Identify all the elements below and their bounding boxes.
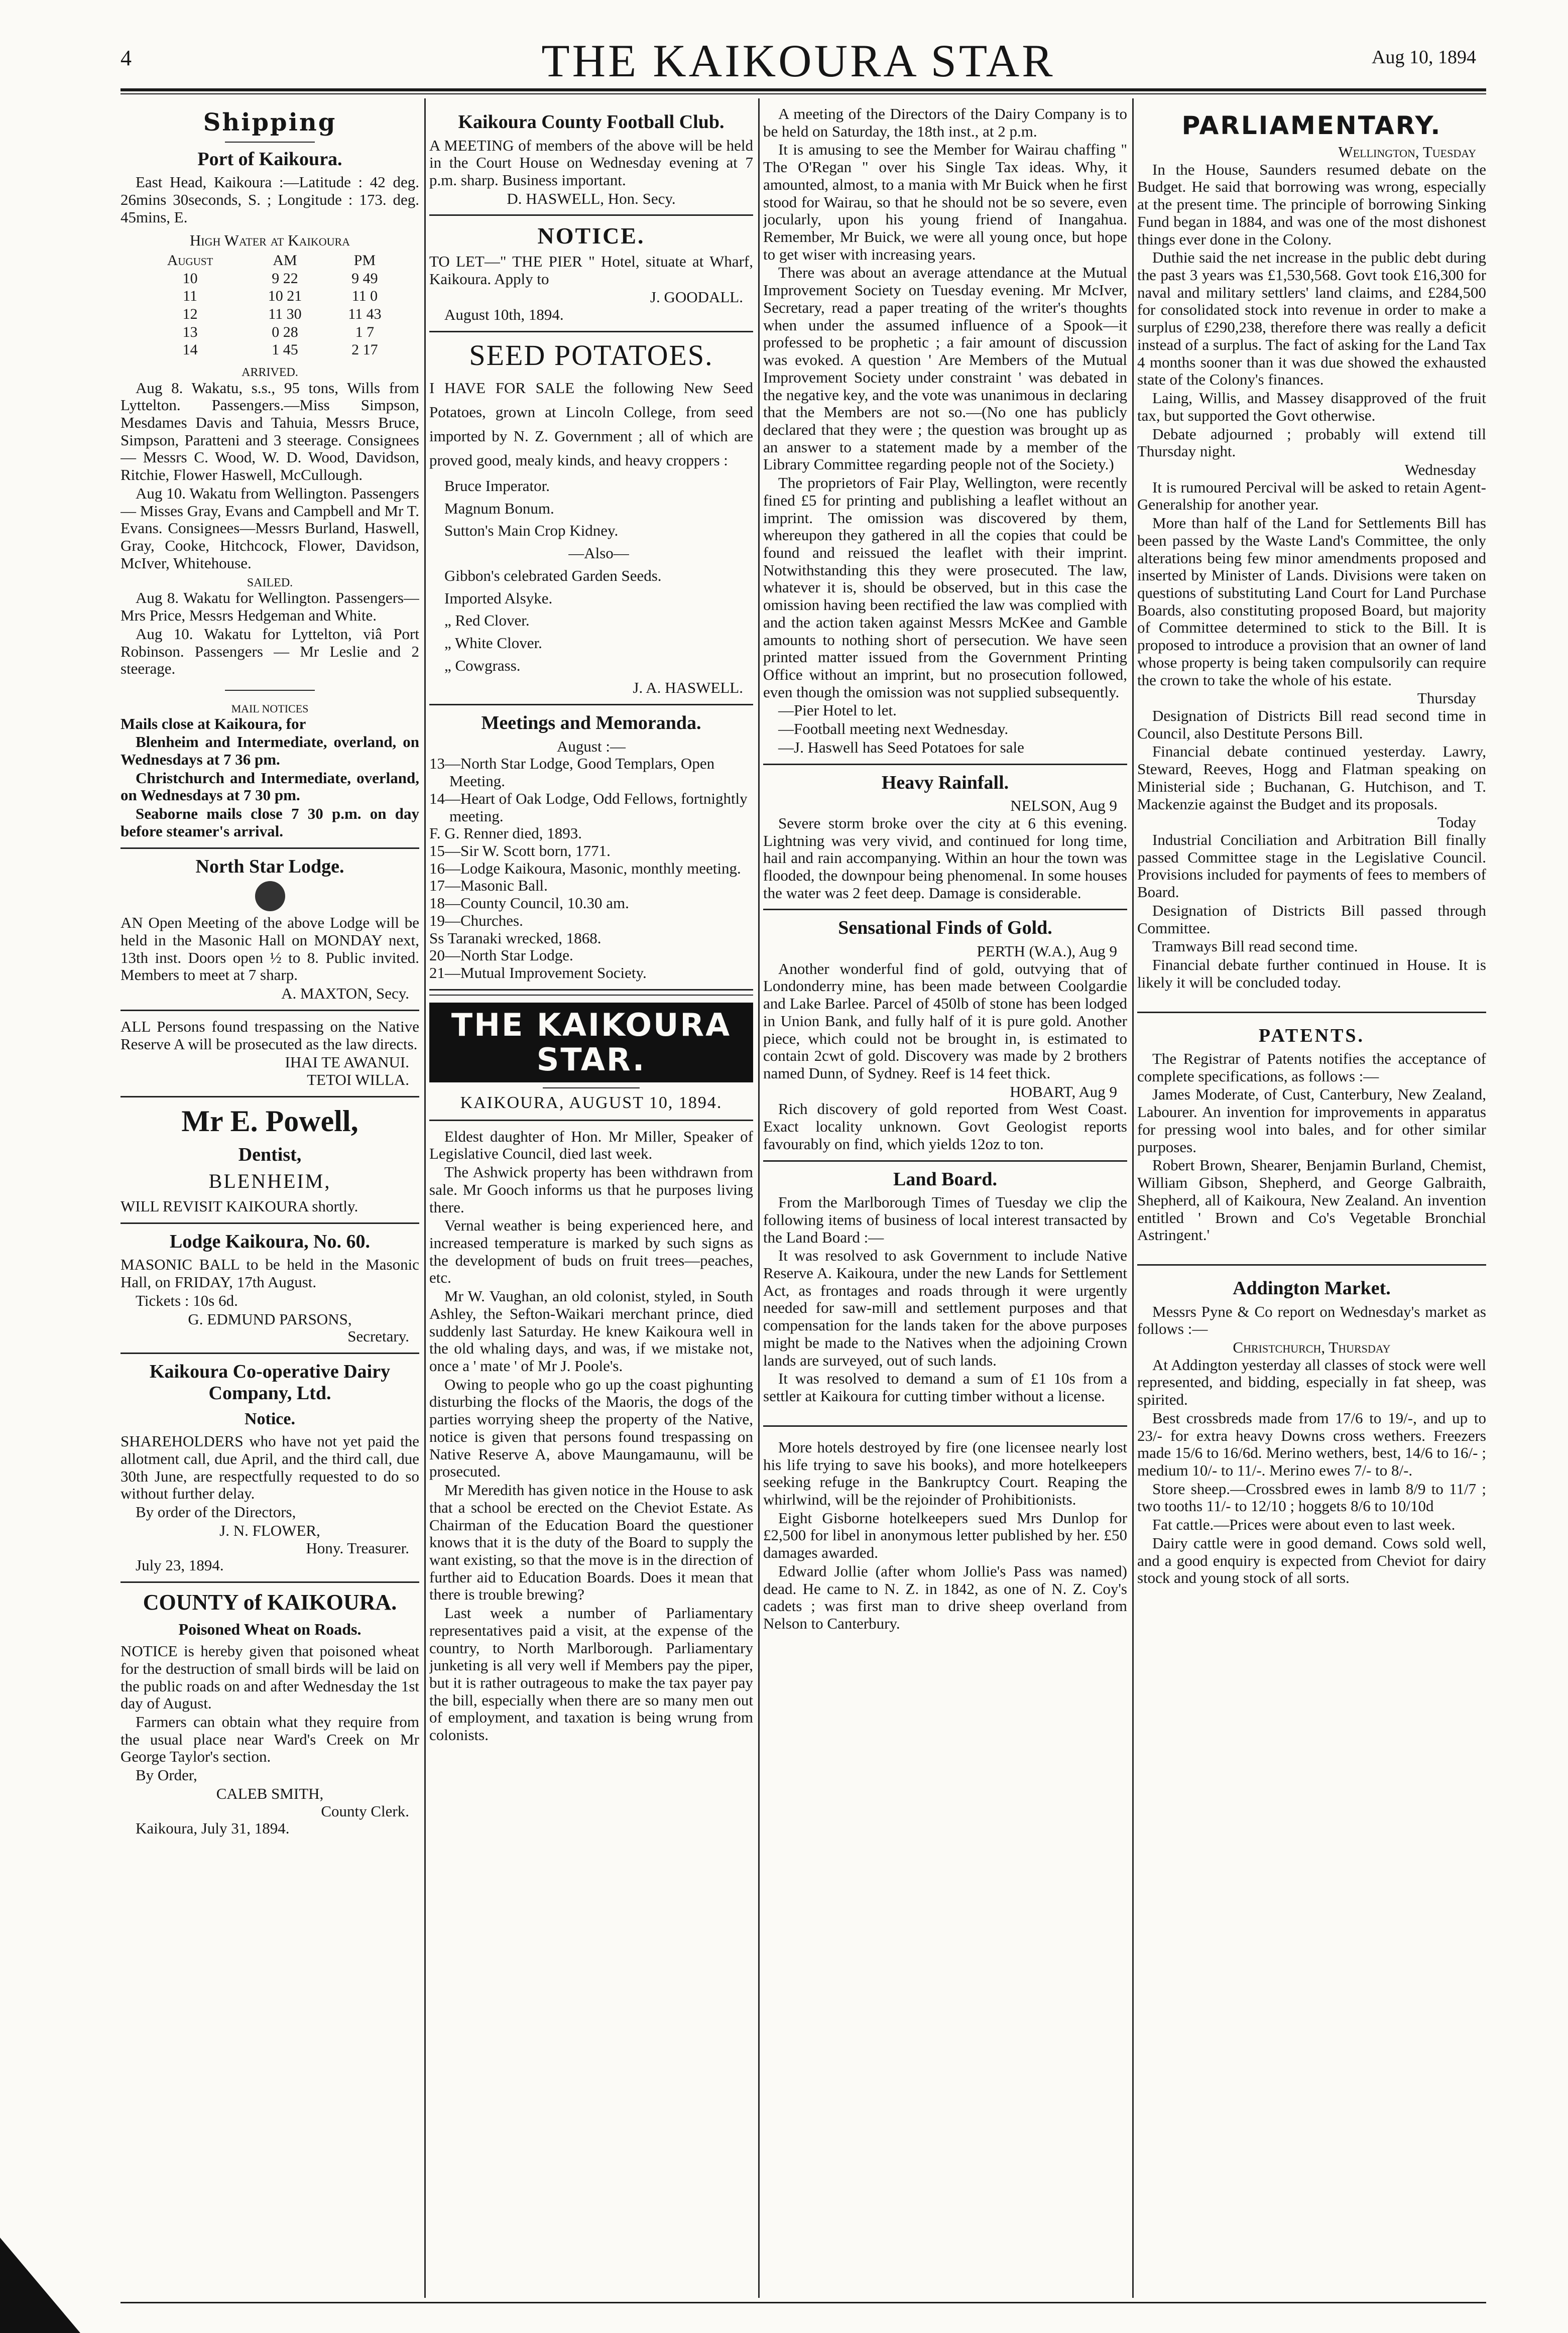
parliamentary-para: It is rumoured Percival will be asked to retain Agent-Generalship for another year. (1137, 478, 1486, 514)
parliamentary-para: Duthie said the net increase in the public debt during the past 3 years was £1,530,568. Govt took £16,300 for naval and military settlers' land claims, and £284,500 for consolidated stock into revenue in order to make a surplus of £290,238, therefore there was really a deficit instead of a surplus. The fact of asking for the Land Tax 4 months sooner than it was due showed the exhausted state of the Colony's finances. (1137, 249, 1486, 389)
arrived-entry: Aug 8. Wakatu, s.s., 95 tons, Wills from Lyttelton. Passengers.—Miss Simpson, Mesdames Davis and Tahuia, Messrs Bruce, Simpson, Paratteni and 3 steerage. Consignees — Messrs C. Wood, W. D. Wood, Davidson, Ritchie, Flower Haswell, McCullough. (120, 379, 419, 484)
land-board-heading: Land Board. (893, 1168, 997, 1190)
tide-header-cell: August (167, 252, 213, 269)
dairy-notice: SHAREHOLDERS who have not yet paid the allotment call, due April, and the third call, due 30th June, are respectfully requested to do so without further delay. (120, 1432, 419, 1503)
notice-date: August 10th, 1894. (444, 306, 564, 324)
addington-para: Best crossbreds made from 17/6 to 19/-, and up to 23/- for extra heavy Downs cross wethers. Freezers made 15/6 to 16/6d. Merino wethers, best, 14/6 to 16/- ; medium 10/- to 11/-. Merino ewes 7/- to 8/-. (1137, 1409, 1486, 1479)
shipping-heading: Shipping (203, 108, 337, 137)
mail-notice: Christchurch and Intermediate, overland, on Wednesdays at 7 30 pm. (120, 769, 419, 804)
poison-date: Kaikoura, July 31, 1894. (136, 1819, 290, 1837)
parliamentary-day: Today (1437, 813, 1476, 831)
dairy-order: By order of the Directors, (136, 1503, 296, 1521)
county-heading: COUNTY of KAIKOURA. (143, 1589, 397, 1615)
news-para: There was about an average attendance at the Mutual Improvement Society on Tuesday evening. Mr McIver, Secretary, read a paper treating of the writer's thoughts when under the assumed influence of a Spook—it professed to be prophetic ; a fair amount of discussion was evoked. A question ' Are Members of the Mutual Improvement Society under constraint ' was debated in the negative key, and the vote was unanimous in declaring that the Members are not so.—(No one has publicly declared that they were ; the question was brought up as an answer to a statement made by a member of the Library Committee regarding people not of the Society.) (763, 264, 1127, 473)
patents-heading: PATENTS. (1258, 1025, 1365, 1046)
editorial-dateline: KAIKOURA, AUGUST 10, 1894. (460, 1093, 722, 1112)
seed-heading: SEED POTATOES. (469, 338, 713, 372)
memoranda-item: 17—Masonic Ball. (429, 877, 548, 895)
tide-row (136, 323, 405, 341)
poison-order: By Order, (136, 1766, 197, 1784)
tide-row (136, 305, 405, 323)
tide-cell: 0 28 (272, 323, 298, 340)
poison-signature: CALEB SMITH, (216, 1784, 324, 1802)
editorial-para: Owing to people who go up the coast pighunting disturbing the flocks of the Maoris, the dogs of the parties worrying sheep the property of the Native, notice is given that persons found trespassing on Native Reserve A, above Maungamaunu, will be prosecuted. (429, 1375, 753, 1481)
addington-para: Fat cattle.—Prices were about even to last week. (1152, 1516, 1456, 1534)
tide-header-cell: PM (353, 252, 376, 269)
news-para: It is amusing to see the Member for Wairau chaffing " The O'Regan " over his Single Tax ideas. Why, it amounted, almost, to a mania with Mr Buick when he first stood for Wairau, so that he should not be so severe, even jocularly, upon his young friend of Inangahua. Remember, Mr Buick, we were all young once, but hope to get wiser with increasing years. (763, 141, 1127, 263)
dairy-date: July 23, 1894. (136, 1556, 224, 1574)
issue-date: Aug 10, 1894 (1372, 47, 1476, 68)
poison-notice: NOTICE is hereby given that poisoned wheat for the destruction of small birds will be laid on the public roads on and after Wednesday the 1st day of August. (120, 1642, 419, 1712)
editorial-banner: THE KAIKOURA STAR. (429, 1003, 753, 1082)
parliamentary-para: Designation of Districts Bill read second time in Council, also Destitute Persons Bill. (1137, 707, 1486, 742)
gold-text-2: Rich discovery of gold reported from West Coast. Exact locality unknown. Govt Geologist reports favourably on find, which yields 12oz to ton. (763, 1100, 1127, 1153)
rainfall-text: Severe storm broke over the city at 6 this evening. Lightning was very vivid, and continued for long time, hail and rain accompanying. Within an hour the town was flooded, the downpour being phenomenal. In some houses the water was 2 feet deep. Damage is considerable. (763, 814, 1127, 902)
addington-dateline: Christchurch, Thursday (1233, 1338, 1391, 1356)
patents-para: The Registrar of Patents notifies the acceptance of complete specifications, as follows :— (1137, 1050, 1486, 1085)
mail-notice: Mails close at Kaikoura, for (120, 714, 306, 732)
tide-cell: 10 (182, 270, 198, 287)
seed-item: Magnum Bonum. (444, 499, 554, 517)
addington-para: At Addington yesterday all classes of stock were well represented, and bidding, especially in fat sheep, was spirited. (1137, 1356, 1486, 1409)
memoranda-item: 20—North Star Lodge. (429, 946, 573, 964)
editorial-para: Last week a number of Parliamentary representatives paid a visit, at the expense of the country, to North Marlborough. Parliamentary junketing is all very well if Members pay the piper, but it is rather outrageous to make the tax payer pay the bill, especially when there are so many men out of employment, and taxation is being wrung from colonists. (429, 1604, 753, 1744)
dentist-notice: WILL REVISIT KAIKOURA shortly. (120, 1197, 358, 1215)
seed-item: „ Cowgrass. (444, 656, 521, 674)
port-position: East Head, Kaikoura :—Latitude : 42 deg. 26mins 30seconds, S. ; Longitude : 173. deg. 45mins, E. (120, 173, 419, 226)
news-para: More hotels destroyed by fire (one licensee nearly lost his life trying to save his books), and more hotelkeepers seeking refuge in the Bankruptcy Court. Reaping the whirlwind, will be the rejoinder of Prohibitionists. (763, 1438, 1127, 1508)
seed-signature: J. A. HASWELL. (633, 679, 743, 697)
patents-para: James Moderate, of Cust, Canterbury, New Zealand, Labourer. An invention for improvements in apparatus for pressing wool into bales, and for other similar purposes. (1137, 1085, 1486, 1156)
lodge-signature: A. MAXTON, Secy. (281, 985, 409, 1003)
seed-item: Bruce Imperator. (444, 476, 550, 495)
tide-cell: 2 17 (351, 341, 378, 358)
tide-cell: 1 45 (272, 341, 298, 358)
mail-heading: MAIL NOTICES (231, 702, 309, 715)
gold-heading: Sensational Finds of Gold. (838, 917, 1052, 939)
football-signature: D. HASWELL, Hon. Secy. (507, 189, 676, 207)
divider (763, 1425, 1127, 1427)
column-rule-3 (1132, 98, 1134, 2298)
gold-dateline-2: HOBART, Aug 9 (1010, 1082, 1117, 1100)
football-notice: A MEETING of members of the above will be held in the Court House on Wednesday evening at 7 p.m. sharp. Business important. (429, 136, 753, 189)
editorial-para: The Ashwick property has been withdrawn from sale. Mr Gooch informs us that he purposes living there. (429, 1163, 753, 1216)
divider (763, 1160, 1127, 1162)
tide-cell: 10 21 (268, 288, 302, 305)
tide-row (136, 287, 405, 305)
memoranda-item: F. G. Renner died, 1893. (429, 824, 582, 842)
addington-para: Store sheep.—Crossbred ewes in lamb 8/9 to 11/7 ; two tooths 11/- to 12/10 ; hoggets 8/6 to 10/10d (1137, 1480, 1486, 1515)
tide-header-row (136, 252, 405, 270)
page-number: 4 (120, 46, 132, 70)
divider (225, 690, 315, 691)
masthead (120, 30, 1476, 95)
memoranda-item: Ss Taranaki wrecked, 1868. (429, 929, 601, 947)
memoranda-item: 21—Mutual Improvement Society. (429, 964, 647, 982)
divider (1137, 1012, 1486, 1013)
land-board-para: From the Marlborough Times of Tuesday we clip the following items of business of local interest transacted by the Land Board :— (763, 1193, 1127, 1246)
divider (120, 1096, 419, 1097)
editorial-para: Mr W. Vaughan, an old colonist, styled, in South Ashley, the Sefton-Waikari merchant prince, died suddenly last Saturday. He knew Kaikoura well in the old whaling days, and was, if we mistake not, once a ' mate ' of Mr J. Poole's. (429, 1287, 753, 1375)
masthead-rule (120, 88, 1486, 91)
gold-text: Another wonderful find of gold, outvying that of Londonderry mine, has been made between Coolgardie and Lake Barlee. Parcel of 450lb of stone has been lodged in Union Bank, and fully half of it is pure gold. Another piece, which could not be brought in, is estimated to contain 2cwt of gold. Discovery was made by 2 brothers named Dunn, of Sydney. Reef is 14 feet thick. (763, 959, 1127, 1082)
rainfall-heading: Heavy Rainfall. (881, 772, 1009, 793)
bottom-rule (120, 2302, 1486, 2303)
seed-item: Gibbon's celebrated Garden Seeds. (444, 566, 662, 584)
masthead-rule-thin (120, 93, 1486, 94)
news-para: Edward Jollie (after whom Jollie's Pass was named) dead. He came to N. Z. in 1842, as one of N. Z. Coy's cadets ; was first man to drive sheep overland from Nelson to Canterbury. (763, 1562, 1127, 1632)
news-brief: —J. Haswell has Seed Potatoes for sale (778, 738, 1024, 756)
memoranda-item: 14—Heart of Oak Lodge, Odd Fellows, fortnightly meeting. (429, 789, 748, 825)
divider (429, 331, 753, 332)
poison-notice: Farmers can obtain what they require from the usual place near Ward's Creek on Mr George Taylor's section. (120, 1712, 419, 1766)
memoranda-heading: Meetings and Memoranda. (481, 712, 701, 734)
tide-row (136, 270, 405, 288)
addington-heading: Addington Market. (1233, 1277, 1391, 1299)
news-brief: —Pier Hotel to let. (778, 701, 897, 719)
seed-list (429, 477, 753, 674)
lodge-heading: North Star Lodge. (195, 855, 344, 877)
land-board-para: It was resolved to ask Government to include Native Reserve A. Kaikoura, under the new Lands for Settlement Act, as frontages and roads through it were urgently needed for saw-mill and settlement purposes and that compensation for the lands taken for the above purposes might be made to the Natives when the adjoining Crown lands are surveyed, out of such lands. (763, 1247, 1127, 1369)
divider (225, 142, 315, 143)
parliamentary-para: In the House, Saunders resumed debate on the Budget. He said that borrowing was wrong, especially at the present time. The principle of borrowing Sinking Fund began in 1884, and was one of the most dishonest things ever done in the Colony. (1137, 160, 1486, 248)
divider (120, 1222, 419, 1224)
column-3 (763, 105, 1127, 2298)
column-4 (1137, 105, 1486, 2298)
news-para: A meeting of the Directors of the Dairy Company is to be held on Saturday, the 18th inst., at 2 p.m. (763, 105, 1127, 140)
divider (120, 847, 419, 849)
memoranda-list (429, 755, 753, 981)
seed-item: „ Red Clover. (444, 611, 530, 630)
tide-cell: 11 (183, 288, 197, 305)
news-brief: —Football meeting next Wednesday. (778, 720, 1009, 738)
memoranda-month: August :— (557, 737, 626, 755)
seed-item: „ White Clover. (444, 634, 542, 652)
parliamentary-para: Designation of Districts Bill passed through Committee. (1137, 901, 1486, 937)
column-rule-1 (424, 98, 426, 2298)
editorial-para: Eldest daughter of Hon. Mr Miller, Speaker of Legislative Council, died last week. (429, 1127, 753, 1163)
parliamentary-para: Financial debate continued yesterday. Lawry, Steward, Reeves, Hogg and Flatman speaking on Ministerial side ; Buchanan, G. Hutchison, and T. Mackenzie against the Budget and its proposals. (1137, 743, 1486, 813)
seed-also: —Also— (568, 544, 629, 562)
divider (120, 1010, 419, 1011)
editorial-para: Vernal weather is being experienced here, and increased temperature is marked by such signs as the development of buds on fruit trees—peaches, etc. (429, 1216, 753, 1287)
gold-dateline: PERTH (W.A.), Aug 9 (977, 942, 1117, 960)
divider (120, 1581, 419, 1583)
news-para: The proprietors of Fair Play, Wellington, were recently fined £5 for printing and publishing a leaflet without an imprint. The omission was discovered by them, whereupon they gathered in all the copies that could be found and reissued the leaflet with their imprint. Notwithstanding this they were prosecuted. The law, whatever it is, should be observed, but in this case the omission having been rectified the law was complied with and the action taken against Messrs McKee and Gamble amounts to nothing short of persecution. We have seen printed matter issued from the Government Printing Office without an imprint, but no prosecution followed, even though the omission was not supplied subsequently. (763, 474, 1127, 701)
tide-cell: 12 (182, 305, 198, 322)
sailed-heading: SAILED. (247, 576, 293, 589)
divider (1137, 1264, 1486, 1266)
football-heading: Kaikoura County Football Club. (458, 111, 725, 133)
lodge-notice: AN Open Meeting of the above Lodge will be held in the Masonic Hall on MONDAY next, 13th inst. Doors open ½ to 8. Public invited. Members to meet at 7 sharp. (120, 914, 419, 984)
double-divider (429, 989, 753, 996)
sailed-entry: Aug 10. Wakatu for Lyttelton, viâ Port Robinson. Passengers — Mr Leslie and 2 steerage. (120, 625, 419, 678)
trespass-notice: ALL Persons found trespassing on the Native Reserve A will be prosecuted as the law directs. (120, 1017, 419, 1053)
divider (120, 1353, 419, 1354)
divider (763, 909, 1127, 910)
parliamentary-para: Tramways Bill read second time. (1152, 937, 1358, 955)
tide-cell: 1 7 (355, 323, 375, 340)
dairy-heading: Kaikoura Co-operative Dairy Company, Ltd. (149, 1361, 391, 1404)
mail-notice: Blenheim and Intermediate, overland, on Wednesdays at 7 36 pm. (120, 733, 419, 769)
poison-heading: Poisoned Wheat on Roads. (178, 1620, 361, 1639)
divider (429, 704, 753, 705)
masonic-signature-title: Secretary. (347, 1327, 409, 1345)
seed-item: Sutton's Main Crop Kidney. (444, 522, 619, 540)
column-2 (429, 105, 753, 2298)
divider (543, 1087, 640, 1088)
tide-cell: 11 43 (348, 305, 382, 322)
parliamentary-para: More than half of the Land for Settlements Bill has been passed by the Waste Land's Committee, the only alterations being few minor amendments proposed and inserted by Minister of Lands. Divisions were taken on questions of substituting Land Court for Land Purchase Boards, also constituting proposed Board, but majority of Committee determined to stick to the Bill. It is proposed to introduce a provision that an owner of land whose property is being taken compulsorily can require the crown to take the whole of his estate. (1137, 514, 1486, 689)
addington-para: Dairy cattle were in good demand. Cows sold well, and a good enquiry is expected from Cheviot for dairy stock and young stock of all sorts. (1137, 1534, 1486, 1587)
memoranda-item: 16—Lodge Kaikoura, Masonic, monthly meeting. (429, 859, 741, 877)
divider (429, 1120, 753, 1121)
arrived-heading: ARRIVED. (242, 365, 298, 379)
editorial-para: Mr Meredith has given notice in the House to ask that a school be erected on the Cheviot Estate. As Chairman of the Education Board the questioner knows that it is the duty of the Board to supply the want existing, so that the move is in the direction of further aid to Education Boards. Does it mean that there is trouble brewing? (429, 1481, 753, 1604)
tide-cell: 11 30 (268, 305, 302, 322)
parliamentary-heading: PARLIAMENTARY. (1181, 111, 1442, 140)
seed-notice: I HAVE FOR SALE the following New Seed Potatoes, grown at Lincoln College, from seed imported by N. Z. Government ; all of which are proved good, mealy kinds, and heavy croppers : (429, 379, 753, 469)
patents-para: Robert Brown, Shearer, Benjamin Burland, Chemist, William Gibson, Shepherd, and George Galbraith, Shepherd, all of Kaikoura, New Zealand. An invention entitled ' Brown and Co's Vegetable Bronchial Astringent.' (1137, 1156, 1486, 1244)
poison-signature-title: County Clerk. (321, 1802, 409, 1820)
divider (763, 764, 1127, 765)
sailed-entry: Aug 8. Wakatu for Wellington. Passengers—Mrs Price, Messrs Hedgeman and White. (120, 589, 419, 625)
dentist-name: Mr E. Powell, (181, 1104, 358, 1138)
column-rule-2 (758, 98, 760, 2298)
masonic-tickets: Tickets : 10s 6d. (136, 1291, 238, 1309)
memoranda-item: 19—Churches. (429, 911, 523, 929)
tide-title: High Water at Kaikoura (189, 231, 350, 250)
news-para: Eight Gisborne hotelkeepers sued Mrs Dunlop for £2,500 for libel in anonymous letter published by her. £50 damages awarded. (763, 1509, 1127, 1562)
tide-cell: 9 49 (351, 270, 378, 287)
memoranda-item: 18—County Council, 10.30 am. (429, 894, 629, 912)
addington-para: Messrs Pyne & Co report on Wednesday's market as follows :— (1137, 1302, 1486, 1338)
column-1 (120, 105, 419, 2298)
dentist-town: BLENHEIM, (208, 1170, 331, 1193)
parliamentary-para: Financial debate further continued in House. It is likely it will be concluded today. (1137, 956, 1486, 991)
notice-heading: NOTICE. (537, 223, 645, 249)
lodge-emblem-icon (255, 881, 285, 911)
arrived-entry: Aug 10. Wakatu from Wellington. Passengers — Misses Gray, Evans and Campbell and Mr T. Evans. Consignees—Messrs Burland, Haswell, Gray, Cooke, Hitchcock, Flower, Davidson, McIver, Whitehouse. (120, 484, 419, 572)
dairy-signature-title: Hony. Treasurer. (306, 1539, 409, 1557)
rainfall-dateline: NELSON, Aug 9 (1010, 797, 1117, 815)
mail-notice: Seaborne mails close 7 30 p.m. on day before steamer's arrival. (120, 805, 419, 840)
tide-cell: 9 22 (272, 270, 298, 287)
newspaper-title: THE KAIKOURA STAR (541, 35, 1055, 86)
tide-row (136, 341, 405, 359)
parliamentary-para: Debate adjourned ; probably will extend till Thursday night. (1137, 425, 1486, 460)
page-corner-shadow (0, 2238, 80, 2333)
memoranda-item: 13—North Star Lodge, Good Templars, Open Meeting. (429, 755, 715, 790)
trespass-signature: IHAI TE AWANUI. (285, 1053, 409, 1071)
parliamentary-day: Thursday (1417, 689, 1476, 707)
masonic-signature: G. EDMUND PARSONS, (188, 1310, 352, 1328)
notice-text: TO LET—" THE PIER " Hotel, situate at Wharf, Kaikoura. Apply to (429, 252, 753, 288)
parliamentary-para: Laing, Willis, and Massey disapproved of the fruit tax, but supported the Govt otherwise. (1137, 389, 1486, 424)
notice-signature: J. GOODALL. (650, 288, 743, 306)
dentist-role: Dentist, (238, 1144, 302, 1165)
port-heading: Port of Kaikoura. (197, 148, 342, 170)
masonic-heading: Lodge Kaikoura, No. 60. (169, 1231, 371, 1252)
masonic-notice: MASONIC BALL to be held in the Masonic Hall, on FRIDAY, 17th August. (120, 1256, 419, 1291)
parliamentary-dateline: Wellington, Tuesday (1338, 143, 1476, 161)
tide-table (136, 252, 405, 359)
seed-item: Imported Alsyke. (444, 589, 553, 607)
land-board-para: It was resolved to demand a sum of £1 10s from a settler at Kaikoura for cutting timber without a license. (763, 1370, 1127, 1405)
memoranda-item: 15—Sir W. Scott born, 1771. (429, 842, 611, 859)
tide-header-cell: AM (273, 252, 297, 269)
trespass-signature: TETOI WILLA. (307, 1070, 409, 1088)
tide-cell: 11 0 (351, 288, 378, 305)
tide-cell: 13 (182, 323, 198, 340)
tide-cell: 14 (182, 341, 198, 358)
parliamentary-para: Industrial Conciliation and Arbitration Bill finally passed Committee stage in the Legislative Council. Provisions included for payments of fees to members of Board. (1137, 831, 1486, 901)
parliamentary-day: Wednesday (1404, 460, 1476, 478)
dairy-signature: J. N. FLOWER, (219, 1521, 320, 1539)
divider (429, 214, 753, 216)
dairy-notice-heading: Notice. (244, 1410, 295, 1429)
